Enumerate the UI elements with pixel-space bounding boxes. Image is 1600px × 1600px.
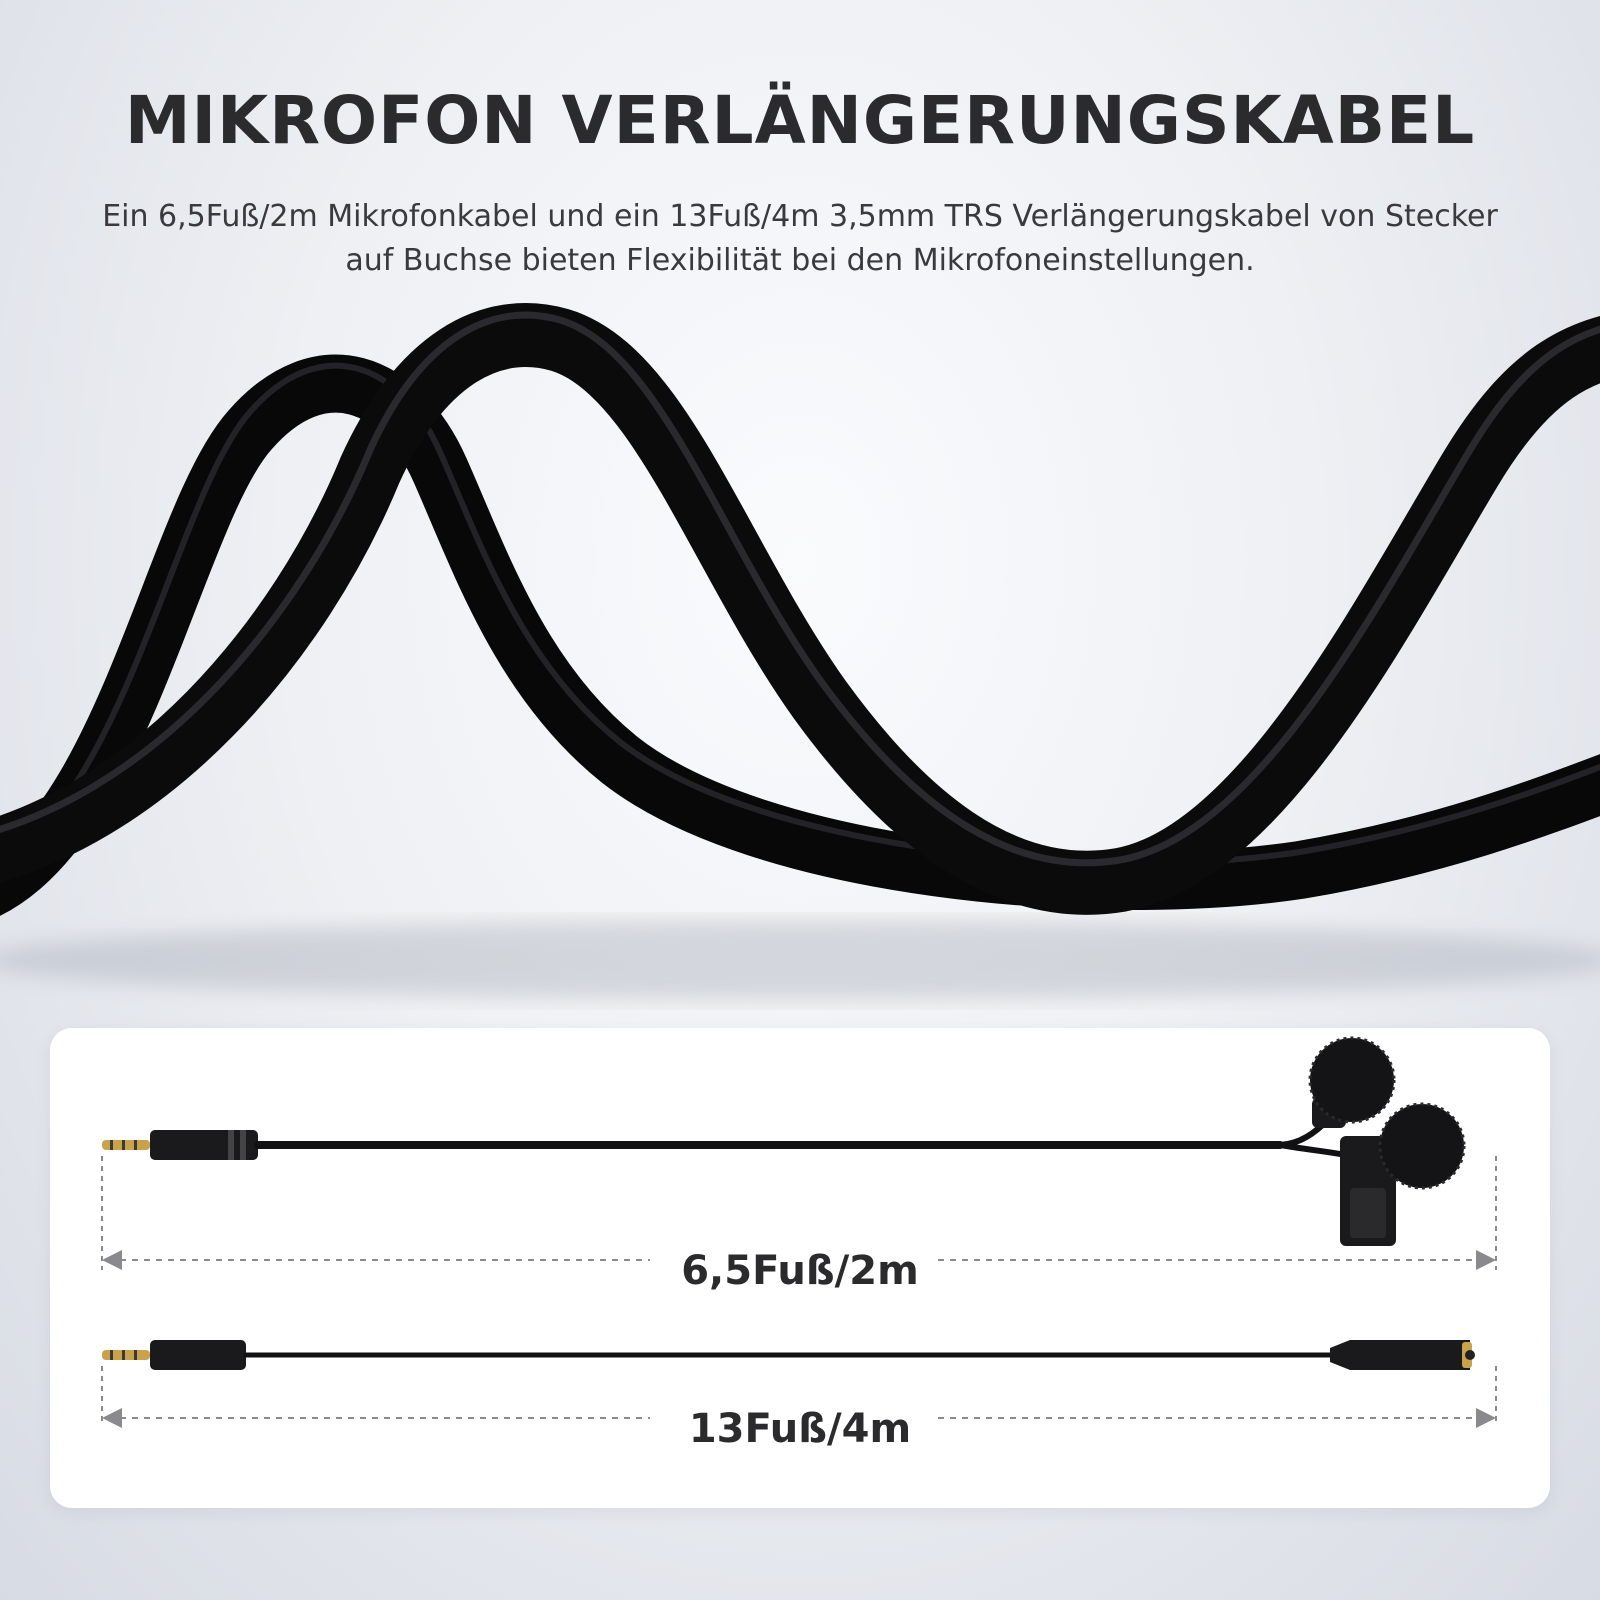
microphone-icon <box>1310 1038 1394 1128</box>
microphone-icon <box>1340 1104 1464 1246</box>
trs-plug-icon <box>102 1130 258 1160</box>
trs-plug-icon <box>102 1340 246 1370</box>
trs-socket-icon <box>1330 1340 1475 1370</box>
cable-length-label: 6,5Fuß/2m <box>681 1248 919 1294</box>
lavalier-mic-cable <box>102 1038 1496 1270</box>
cable-length-card <box>50 1028 1550 1508</box>
headline: MIKROFON VERLÄNGERUNGSKABEL <box>124 82 1476 159</box>
description-text: Ein 6,5Fuß/2m Mikrofonkabel und ein 13Fuß/4m 3,5mm TRS Verlängerungskabel von Stecker auf Buchse bieten Flexibilität bei den Mikrofoneinstellungen. <box>102 199 1498 278</box>
cable-length-label: 13Fuß/4m <box>688 1406 912 1452</box>
